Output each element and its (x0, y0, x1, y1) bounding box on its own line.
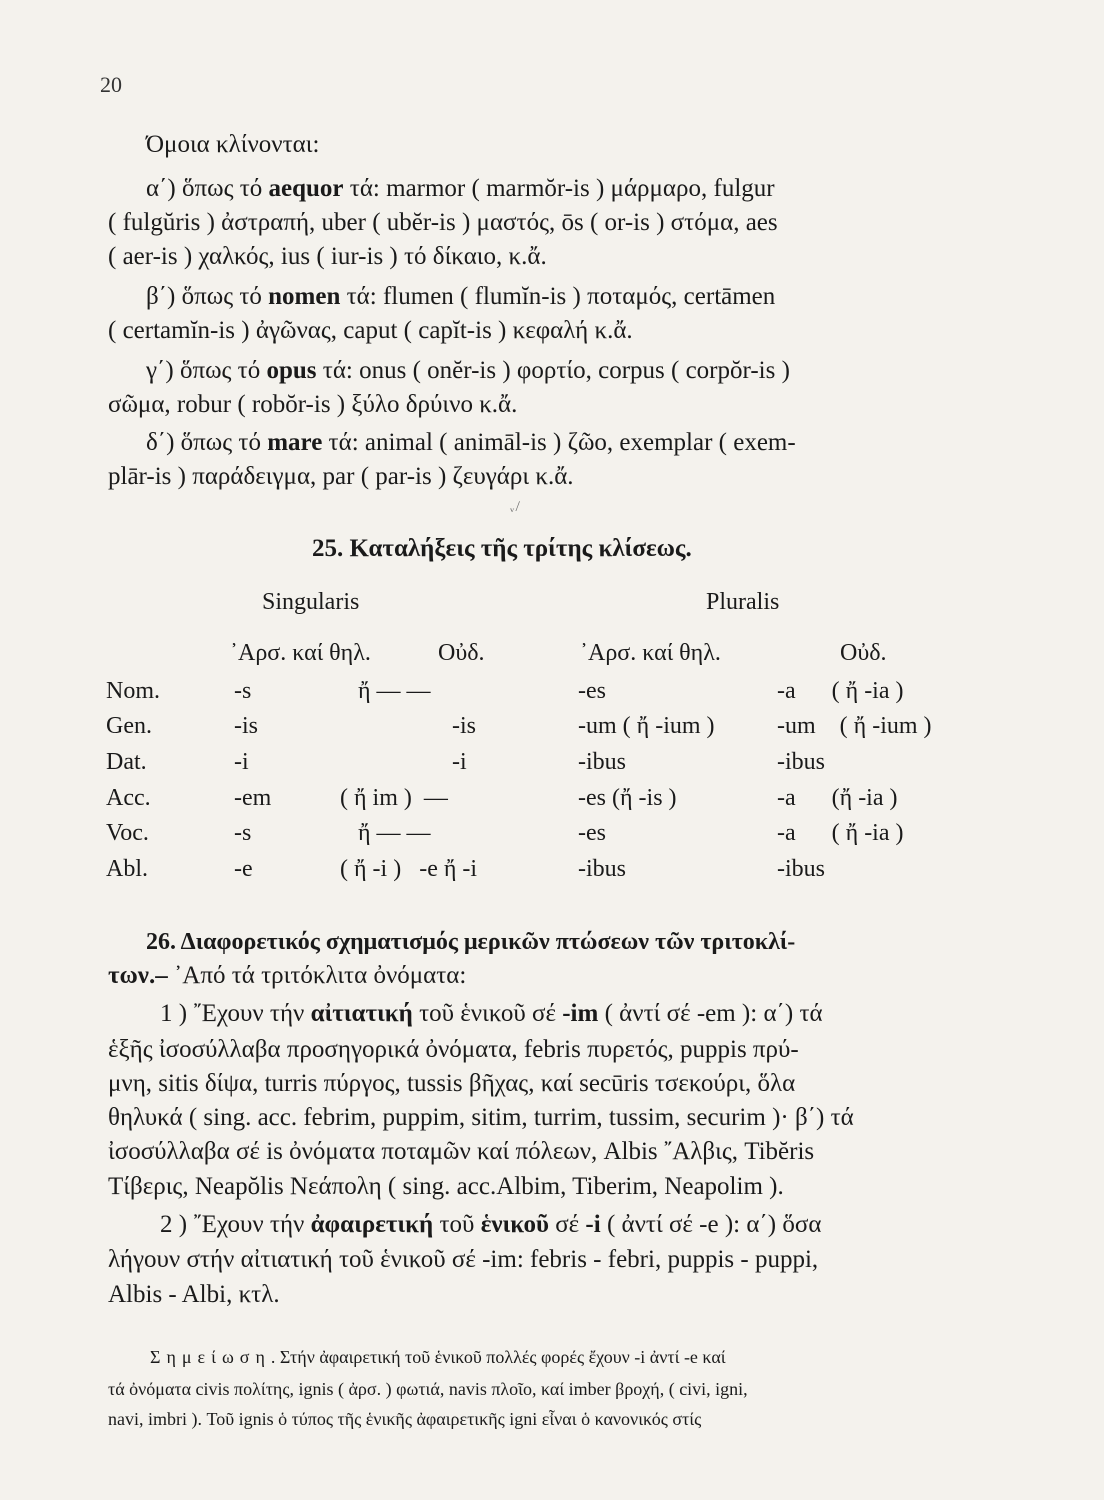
cell-sg-n: ἤ — — (358, 678, 431, 704)
cell-pl-mf: -ibus (578, 856, 626, 882)
cell-sg-n: -is (452, 713, 476, 739)
table-row-case: Abl. (106, 856, 148, 882)
cell-pl-mf: -ibus (578, 749, 626, 775)
cell-sg-n: -i (452, 749, 467, 775)
note-label: Σημείωση (150, 1347, 271, 1367)
table-row-case: Acc. (106, 785, 151, 811)
intro-c-line1: γ΄) ὅπως τό opus τά: onus ( onĕr-is ) φορτίο, corpus ( corpŏr-is ) (146, 357, 790, 384)
col-pl-n: Οὐδ. (840, 640, 887, 666)
intro-b-line1: β΄) ὅπως τό nomen τά: flumen ( flumĭn-is ) ποταμός, certāmen (146, 283, 776, 310)
cell-sg-mf: -i (234, 749, 249, 775)
note-line3: navi, imbri ). Τοῦ ignis ὁ τύπος τῆς ἑνικῆς ἀφαιρετικῆς igni εἶναι ὁ κανονικός στίς (108, 1409, 702, 1429)
cell-sg-mf: -is (234, 713, 258, 739)
col-sg-n: Οὐδ. (438, 640, 485, 666)
page-number: 20 (100, 72, 122, 97)
cell-pl-mf: -es (ἤ -is ) (578, 785, 677, 811)
cell-pl-n: -ibus (777, 749, 825, 775)
intro-c-line2: σῶμα, robur ( robŏr-is ) ξύλο δρύινο κ.ἄ. (108, 391, 518, 418)
section25-title: 25. Καταλήξεις τῆς τρίτης κλίσεως. (312, 535, 692, 562)
s26-p2-line2: λήγουν στήν αἰτιατική τοῦ ἑνικοῦ σέ -im: febris - febri, puppis - puppi, (108, 1246, 819, 1273)
group-singular: Singularis (262, 589, 360, 615)
stray-mark: ᵥ ̸ (510, 500, 518, 515)
intro-d-line1: δ΄) ὅπως τό mare τά: animal ( animāl-is ) ζῶο, exemplar ( exem- (146, 429, 796, 456)
cell-sg-mf: -s (234, 820, 252, 846)
s26-p1-line1: 1 ) ῎Εχουν τήν αἰτιατική τοῦ ἑνικοῦ σέ -im ( ἀντί σέ -em ): α΄) τά (160, 1000, 823, 1027)
intro-b-line2: ( certamĭn-is ) ἀγῶνας, caput ( capĭt-is ) κεφαλή κ.ἄ. (108, 317, 633, 344)
cell-pl-n: -um ( ἤ -ium ) (777, 713, 932, 739)
intro-heading: Όμοια κλίνονται: (146, 131, 320, 158)
intro-a-line2: ( fulgŭris ) ἀστραπή, uber ( ubĕr-is ) μαστός, ōs ( or-is ) στόμα, aes (108, 209, 778, 236)
cell-pl-n: -a (ἤ -ia ) (777, 785, 898, 811)
cell-sg-mf: -e (234, 856, 253, 882)
intro-a-line3: ( aer-is ) χαλκός, ius ( iur-is ) τό δίκαιο, κ.ἄ. (108, 243, 547, 270)
cell-sg-mf: -s (234, 678, 252, 704)
cell-pl-n: -a ( ἤ -ia ) (777, 820, 904, 846)
intro-d-line2: plār-is ) παράδειγμα, par ( par-is ) ζευγάρι κ.ἄ. (108, 463, 574, 490)
cell-sg-n: ( ἤ -i ) -e ἤ -i (340, 856, 478, 882)
col-sg-mf: ᾽Αρσ. καί θηλ. (230, 640, 371, 666)
table-row-case: Nom. (106, 678, 160, 704)
note-line1: Σημείωση. Στήν ἀφαιρετική τοῦ ἑνικοῦ πολλές φορές ἔχουν -i ἀντί -e καί (150, 1347, 726, 1367)
table-row-case: Voc. (106, 820, 149, 846)
s26-p1-line4: θηλυκά ( sing. acc. febrim, puppim, sitim, turrim, tussim, securim )· β΄) τά (108, 1104, 854, 1131)
cell-pl-mf: -es (578, 820, 606, 846)
cell-sg-mf: -em (234, 785, 272, 811)
cell-pl-n: -a ( ἤ -ia ) (777, 678, 904, 704)
group-plural: Pluralis (706, 589, 780, 615)
s26-p1-line5: ἰσοσύλλαβα σέ is ὀνόματα ποταμῶν καί πόλεων, Albis ῎Αλβις, Tibĕris (108, 1138, 815, 1165)
table-row-case: Dat. (106, 749, 147, 775)
section26-title-line2: των.– ᾽Από τά τριτόκλιτα ὀνόματα: (108, 962, 467, 989)
col-pl-mf: ᾽Αρσ. καί θηλ. (580, 640, 721, 666)
s26-p1-line3: μνη, sitis δίψα, turris πύργος, tussis βῆχας, καί secūris τσεκούρι, ὅλα (108, 1070, 796, 1097)
cell-sg-n: ( ἤ im ) — (340, 785, 448, 811)
cell-pl-mf: -um ( ἤ -ium ) (578, 713, 715, 739)
s26-p1-line6: Τίβερις, Neapŏlis Νεάπολη ( sing. acc.Albim, Tiberim, Neapolim ). (108, 1173, 784, 1200)
note-line2: τά ὀνόματα civis πολίτης, ignis ( ἀρσ. ) φωτιά, navis πλοῖο, καί imber βροχή, ( civi, igni, (108, 1379, 748, 1399)
s26-p1-line2: ἑξῆς ἰσοσύλλαβα προσηγορικά ὀνόματα, febris πυρετός, puppis πρύ- (108, 1036, 799, 1063)
intro-a-line1: α΄) ὅπως τό aequor τά: marmor ( marmŏr-is ) μάρμαρο, fulgur (146, 175, 775, 202)
table-row-case: Gen. (106, 713, 152, 739)
section26-title: 26. Διαφορετικός σχηματισμός μερικῶν πτώσεων τῶν τριτοκλί- (146, 929, 796, 955)
cell-sg-n: ἤ — — (358, 820, 431, 846)
s26-p2-line1: 2 ) ῎Εχουν τήν ἀφαιρετική τοῦ ἑνικοῦ σέ -i ( ἀντί σέ -e ): α΄) ὅσα (160, 1211, 822, 1238)
cell-pl-n: -ibus (777, 856, 825, 882)
cell-pl-mf: -es (578, 678, 606, 704)
s26-p2-line3: Albis - Albi, κτλ. (108, 1281, 280, 1308)
